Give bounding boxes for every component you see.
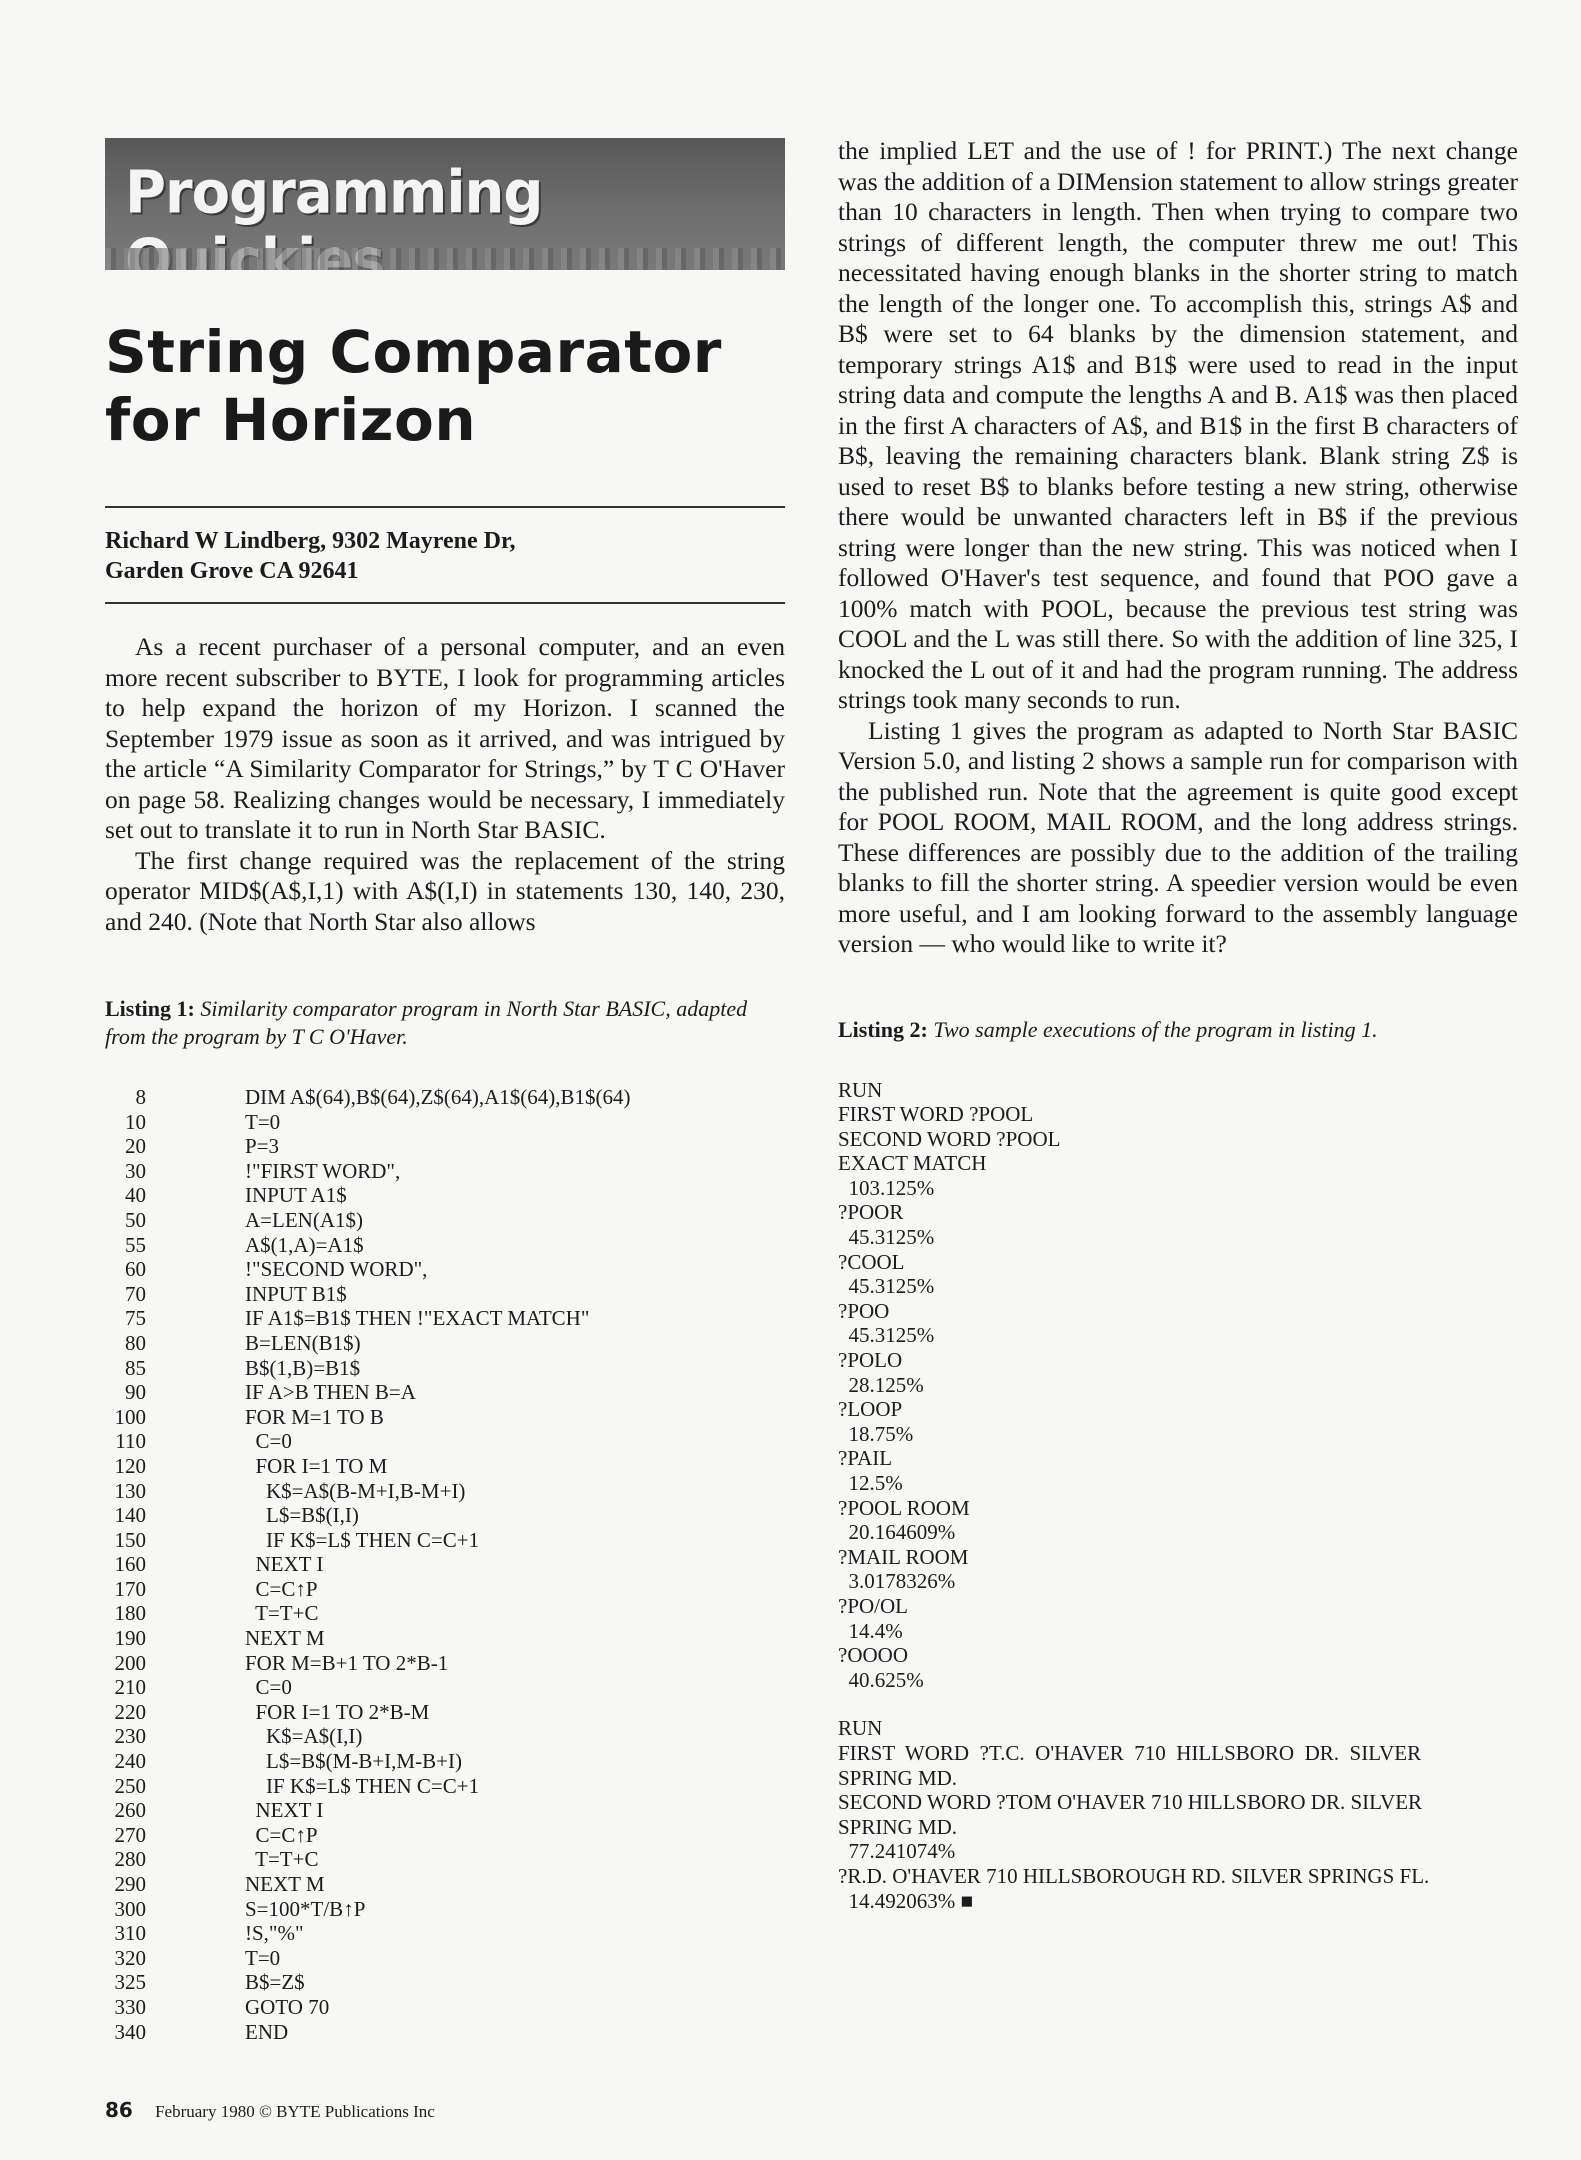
- author-name-line: Richard W Lindberg, 9302 Mayrene Dr,: [105, 528, 516, 554]
- line-code: IF K$=L$ THEN C=C+1: [245, 1527, 480, 1552]
- code-line: [105, 1159, 785, 1184]
- output-line: ?POOR: [838, 1200, 904, 1225]
- output-line: EXACT MATCH: [838, 1151, 987, 1176]
- output-line: ?LOOP: [838, 1397, 903, 1422]
- line-code: T=0: [245, 1109, 281, 1134]
- code-line: [105, 1405, 785, 1430]
- code-line: [105, 1356, 785, 1381]
- code-line: [105, 1970, 785, 1995]
- title-line-2: for Horizon: [105, 386, 477, 454]
- code-line: [105, 1921, 785, 1946]
- line-number: 110: [115, 1429, 146, 1454]
- code-line: [105, 1479, 785, 1504]
- line-code: NEXT M: [245, 1872, 325, 1896]
- line-code: !"FIRST WORD",: [245, 1158, 401, 1183]
- output-line: 14.4%: [838, 1618, 903, 1643]
- line-number: 40: [125, 1183, 146, 1208]
- output-line: ?OOOO: [838, 1643, 908, 1668]
- line-number: 150: [114, 1527, 146, 1552]
- code-line: [105, 1208, 785, 1233]
- code-line: [105, 1183, 785, 1208]
- line-code: C=0: [245, 1429, 292, 1454]
- article-title: [105, 318, 785, 454]
- line-number: 85: [125, 1355, 146, 1380]
- output-line: 45.3125%: [838, 1225, 935, 1250]
- output-line: 14.492063% ■: [838, 1888, 974, 1913]
- code-line: [105, 1872, 785, 1897]
- code-line: [105, 1626, 785, 1651]
- code-line: [105, 1847, 785, 1872]
- line-number: 70: [125, 1281, 146, 1306]
- code-line: [105, 1282, 785, 1307]
- output-line: SECOND WORD ?POOL: [838, 1126, 1061, 1151]
- output-line: 28.125%: [838, 1372, 924, 1397]
- line-number: 220: [114, 1699, 146, 1724]
- code-line: [105, 1257, 785, 1282]
- banner-title: Programming: [125, 158, 543, 227]
- section-banner: [105, 138, 785, 270]
- output-line: ?R.D. O'HAVER 710 HILLSBOROUGH RD. SILVER SPRINGS FL.: [838, 1863, 1430, 1888]
- line-code: IF A>B THEN B=A: [245, 1380, 416, 1405]
- line-number: 75: [125, 1306, 146, 1331]
- line-code: A=LEN(A1$): [245, 1207, 363, 1232]
- output-line: 40.625%: [838, 1667, 924, 1692]
- line-number: 170: [114, 1576, 146, 1601]
- code-line: [105, 1577, 785, 1602]
- output-line: ?PO/OL: [838, 1593, 908, 1618]
- code-line: [105, 1552, 785, 1577]
- paragraph-first-change: The first change required was the replacement of the string operator MID$(A$,I,1) with A$(I,I) in statements 130, 140, 230, and 240. (Note that North Star also allows: [105, 845, 785, 936]
- output-line: ?MAIL ROOM: [838, 1544, 969, 1569]
- code-line: [105, 1823, 785, 1848]
- line-number: 120: [114, 1453, 146, 1478]
- listing2-label: Listing 2:: [838, 1016, 928, 1042]
- line-code: K$=A$(B-M+I,B-M+I): [245, 1478, 466, 1503]
- line-code: K$=A$(I,I): [245, 1724, 363, 1749]
- line-code: T=0: [245, 1945, 281, 1970]
- code-line: [105, 1601, 785, 1626]
- line-code: P=3: [245, 1134, 280, 1159]
- paragraph-intro: As a recent purchaser of a personal computer, and an even more recent subscriber to BYTE, I look for programming articles to help expand the horizon of my Horizon. I scanned the September 1979 issue as soon as it arrived, and was intrigued by the article “A Similarity Comparator for Strings,” by T C O'Haver on page 58. Realizing changes would be necessary, I immediately set out to translate it to run in North Star BASIC.: [105, 632, 785, 844]
- listing2-caption-text: Two sample executions of the program in listing 1.: [933, 1016, 1378, 1042]
- page-number: 86: [105, 2098, 133, 2122]
- line-number: 340: [114, 2019, 146, 2044]
- author-rule-bottom: [105, 602, 785, 604]
- output-line: FIRST WORD ?T.C. O'HAVER 710 HILLSBORO DR. SILVER: [838, 1740, 1422, 1765]
- code-line: [105, 1798, 785, 1823]
- code-line: [105, 1306, 785, 1331]
- code-line: [105, 1503, 785, 1528]
- publication-info: February 1980 © BYTE Publications Inc: [155, 2102, 435, 2121]
- output-line: 77.241074%: [838, 1839, 956, 1864]
- code-line: [105, 1946, 785, 1971]
- line-number: 260: [114, 1798, 146, 1823]
- line-number: 250: [114, 1773, 146, 1798]
- line-code: B=LEN(B1$): [245, 1330, 361, 1355]
- line-number: 330: [114, 1994, 146, 2019]
- line-code: IF A1$=B1$ THEN !"EXACT MATCH": [245, 1306, 590, 1331]
- code-line: [105, 2020, 785, 2045]
- line-code: END: [245, 2019, 289, 2044]
- title-line-1: String Comparator: [105, 318, 722, 386]
- code-line: [105, 1700, 785, 1725]
- code-line: [105, 1897, 785, 1922]
- output-line: ?POO: [838, 1298, 890, 1323]
- output-line: 45.3125%: [838, 1323, 935, 1348]
- line-number: 300: [114, 1896, 146, 1921]
- line-number: 325: [114, 1970, 146, 1995]
- code-line: [105, 1774, 785, 1799]
- line-code: C=0: [245, 1675, 292, 1700]
- author-rule-top: [105, 506, 785, 508]
- page-footer: [105, 2098, 435, 2122]
- line-number: 55: [125, 1232, 146, 1257]
- line-number: 100: [114, 1404, 146, 1429]
- line-code: C=C↑P: [245, 1576, 318, 1601]
- line-code: S=100*T/B↑P: [245, 1896, 366, 1921]
- line-code: GOTO 70: [245, 1994, 330, 2019]
- line-code: FOR I=1 TO M: [245, 1453, 388, 1478]
- right-column: [838, 138, 1518, 1913]
- code-line: [105, 1110, 785, 1135]
- line-code: FOR M=1 TO B: [245, 1404, 384, 1429]
- output-line: 20.164609%: [838, 1520, 956, 1545]
- line-code: C=C↑P: [245, 1822, 318, 1847]
- line-code: FOR I=1 TO 2*B-M: [245, 1699, 430, 1724]
- code-line: [105, 1429, 785, 1454]
- line-number: 140: [114, 1503, 146, 1528]
- output-line: ?PAIL: [838, 1446, 893, 1471]
- line-number: 200: [114, 1650, 146, 1675]
- line-number: 60: [125, 1257, 146, 1282]
- paragraph-continued: the implied LET and the use of ! for PRINT.) The next change was the addition of a DIMension statement to allow strings greater than 10 characters in length. Then when trying to compare two strings of different length, the computer threw me out! This necessitated having enough blanks in the shorter string to match the length of the longer one. To accomplish this, strings A$ and B$ were set to 64 blanks by the dimension statement, and temporary strings A1$ and B1$ were used to read in the input string data and compute the lengths A and B. A1$ was then placed in the first A characters of A$, and B1$ in the first B characters of B$, leaving the remaining characters blank. Blank string Z$ is used to reset B$ to blanks before testing a new string, otherwise there would be unwanted characters left in B$ if the previous string were longer than the new string. This was noticed when I followed O'Haver's test sequence, and found that POO gave a 100% match with POOL, because the previous test string was COOL and the L was still there. So with the addition of line 325, I knocked the L out of it and had the program running. The address strings took many seconds to run.: [838, 136, 1518, 714]
- line-code: IF K$=L$ THEN C=C+1: [245, 1773, 480, 1798]
- code-line: [105, 1380, 785, 1405]
- output-line: ?POLO: [838, 1348, 903, 1373]
- author-address-line: Garden Grove CA 92641: [105, 558, 359, 584]
- line-number: 90: [125, 1380, 146, 1405]
- listing1-code: [105, 1085, 785, 2044]
- line-number: 280: [114, 1847, 146, 1872]
- code-line: [105, 1233, 785, 1258]
- line-code: B$=Z$: [245, 1970, 305, 1995]
- line-code: !"SECOND WORD",: [245, 1257, 428, 1282]
- listing2-run1: [838, 1078, 1518, 1693]
- banner-texture: [105, 248, 785, 270]
- output-line: RUN: [838, 1077, 883, 1102]
- output-line: ?COOL: [838, 1249, 905, 1274]
- line-number: 8: [135, 1085, 146, 1109]
- output-line: 12.5%: [838, 1471, 903, 1495]
- code-line: [105, 1651, 785, 1676]
- line-number: 310: [114, 1921, 146, 1946]
- listing1-caption: [105, 995, 785, 1051]
- code-line: [105, 1528, 785, 1553]
- code-line: [105, 1749, 785, 1774]
- line-code: B$(1,B)=B1$: [245, 1355, 361, 1380]
- output-line: FIRST WORD ?POOL: [838, 1102, 1034, 1127]
- output-line: SPRING MD.: [838, 1765, 958, 1790]
- output-line: ?POOL ROOM: [838, 1495, 970, 1520]
- paragraph-listing-summary: Listing 1 gives the program as adapted to North Star BASIC Version 5.0, and listing 2 shows a sample run for comparison with the published run. Note that the agreement is quite good except for POOL ROOM, MAIL ROOM, and the long address strings. These differences are possibly due to the addition of the trailing blanks to fill the shorter string. A speedier version would be even more useful, and I am looking forward to the assembly language version — who would like to write it?: [838, 715, 1518, 958]
- listing2-caption: [838, 1016, 1518, 1044]
- code-line: [105, 1331, 785, 1356]
- line-code: FOR M=B+1 TO 2*B-1: [245, 1650, 449, 1675]
- code-line: [105, 1675, 785, 1700]
- line-number: 130: [114, 1478, 146, 1503]
- line-code: T=T+C: [245, 1847, 319, 1872]
- line-code: !S,"%": [245, 1921, 304, 1946]
- line-number: 240: [114, 1749, 146, 1774]
- line-code: INPUT A1$: [245, 1183, 347, 1208]
- output-line: SPRING MD.: [838, 1814, 958, 1839]
- line-number: 190: [114, 1626, 146, 1651]
- line-number: 80: [125, 1330, 146, 1355]
- line-number: 160: [114, 1552, 146, 1577]
- line-code: A$(1,A)=A1$: [245, 1232, 364, 1257]
- line-code: T=T+C: [245, 1601, 319, 1626]
- line-number: 180: [114, 1601, 146, 1626]
- code-line: [105, 1085, 785, 1110]
- output-line: SECOND WORD ?TOM O'HAVER 710 HILLSBORO DR. SILVER: [838, 1790, 1423, 1815]
- line-number: 10: [125, 1109, 146, 1134]
- author-block: [105, 526, 785, 586]
- output-line: 18.75%: [838, 1421, 914, 1446]
- listing2-run2: [838, 1716, 1518, 1913]
- output-line: RUN: [838, 1716, 883, 1741]
- output-line: 103.125%: [838, 1175, 935, 1200]
- code-line: [105, 1995, 785, 2020]
- code-line: [105, 1724, 785, 1749]
- line-number: 20: [125, 1134, 146, 1159]
- output-line: 45.3125%: [838, 1274, 935, 1299]
- line-code: L$=B$(M-B+I,M-B+I): [245, 1749, 462, 1774]
- line-code: DIM A$(64),B$(64),Z$(64),A1$(64),B1$(64): [245, 1085, 631, 1109]
- line-number: 210: [114, 1675, 146, 1700]
- line-number: 270: [114, 1822, 146, 1847]
- line-number: 290: [114, 1872, 146, 1896]
- code-line: [105, 1454, 785, 1479]
- code-line: [105, 1134, 785, 1159]
- line-code: NEXT M: [245, 1626, 325, 1651]
- line-code: NEXT I: [245, 1798, 324, 1823]
- line-code: L$=B$(I,I): [245, 1503, 359, 1528]
- output-line: 3.0178326%: [838, 1569, 956, 1594]
- left-column: [105, 138, 785, 2044]
- line-code: INPUT B1$: [245, 1281, 347, 1306]
- line-number: 230: [114, 1724, 146, 1749]
- line-number: 50: [125, 1207, 146, 1232]
- line-number: 30: [125, 1158, 146, 1183]
- line-number: 320: [114, 1945, 146, 1970]
- line-code: NEXT I: [245, 1552, 324, 1577]
- listing1-label: Listing 1:: [105, 996, 195, 1021]
- listing1-caption-text: Similarity comparator program in North Star BASIC, adapted from the program by T C O'Haver.: [105, 996, 748, 1049]
